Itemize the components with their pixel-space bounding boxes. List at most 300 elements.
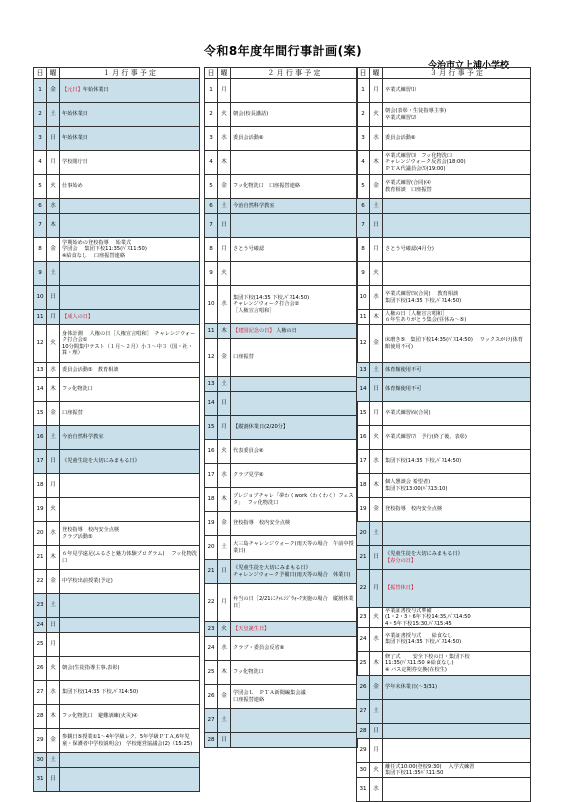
event-text: 離任式10:00(登校9:30) 入学式練習 集団下校11:35ﾊﾞｽ11:50 xyxy=(383,762,531,777)
weekday: 水 xyxy=(47,199,60,214)
table-row xyxy=(205,103,358,127)
weekday: 金 xyxy=(370,675,383,699)
day-number: 7 xyxy=(34,214,47,238)
weekday: 金 xyxy=(218,339,231,377)
weekday: 土 xyxy=(218,536,231,560)
weekday: 土 xyxy=(47,262,60,286)
event-text: 委員会活動⑥ xyxy=(383,127,531,151)
day-number: 26 xyxy=(34,657,47,681)
table-row xyxy=(357,777,531,801)
weekday: 木 xyxy=(370,151,383,175)
table-row xyxy=(357,723,531,738)
event-text: フッ化物洗口 避難訓練(火災)④ xyxy=(60,705,200,729)
event-text: 卒業式練習⑸(合同) 教育相談 集団下校(14:35 下校,ﾊﾞｽ14:50) xyxy=(383,286,531,310)
day-number: 6 xyxy=(34,199,47,214)
table-row xyxy=(357,546,531,570)
day-number: 15 xyxy=(205,416,218,440)
event-text xyxy=(60,262,200,286)
weekday: 水 xyxy=(218,286,231,324)
table-row xyxy=(357,762,531,777)
day-number: 25 xyxy=(34,633,47,657)
day-number: 4 xyxy=(357,151,370,175)
event-text: 卒業式練習⑺ 予行(終了後、表彰) xyxy=(383,426,531,450)
event-text: 床磨き⑤ 集団下校14:35(ﾊﾞｽ14:50) ワックスがけ(体育館使用不可) xyxy=(383,325,531,363)
day-header: 日 xyxy=(205,68,218,79)
weekday: 日 xyxy=(218,392,231,416)
day-number: 12 xyxy=(205,339,218,377)
weekday: 月 xyxy=(218,238,231,262)
day-number: 3 xyxy=(34,127,47,151)
event-text: 卒業式練習⑹(合同) xyxy=(383,402,531,426)
event-text: 今治自然科学教室 xyxy=(60,426,200,450)
event-text: 朝会(表彰・生徒指導主事) 卒業式練習⑵ xyxy=(383,103,531,127)
day-number: 23 xyxy=(357,608,370,628)
event-text: 卒業証書授与式準備 (1・2・3・6年下校14:35,ﾊﾞｽ14:50 4・5年下校15:30,ﾊﾞｽ15:45 xyxy=(383,608,531,628)
day-number: 16 xyxy=(205,440,218,464)
event-text: 口座振替 xyxy=(231,339,358,377)
event-text: クラブ見学⑥ xyxy=(231,464,358,488)
table-row xyxy=(34,633,200,657)
weekday: 月 xyxy=(47,633,60,657)
day-number: 23 xyxy=(205,622,218,637)
table-row xyxy=(34,199,200,214)
day-number: 19 xyxy=(34,498,47,522)
event-text xyxy=(383,199,531,214)
event-text: 卒業式練習⑶ フッ化物洗口 チャレンジウォーク反省会(18:00) ＰＴＡ代議員会⑸(19:00) xyxy=(383,151,531,175)
event-text: 【天皇誕生日】 xyxy=(231,622,358,637)
event-text xyxy=(383,522,531,546)
event-text: 大三島チャレンジウォーク(雨天等の場合 午前中授業日) xyxy=(231,536,358,560)
weekday: 金 xyxy=(47,238,60,262)
table-row xyxy=(357,127,531,151)
table-row xyxy=(34,426,200,450)
weekday: 日 xyxy=(47,286,60,310)
event-text: 口座振替 xyxy=(60,402,200,426)
day-number: 10 xyxy=(34,286,47,310)
table-row xyxy=(357,199,531,214)
weekday-header: 曜 xyxy=(218,68,231,79)
table-row xyxy=(34,151,200,175)
day-number: 8 xyxy=(205,238,218,262)
day-number: 2 xyxy=(34,103,47,127)
weekday: 日 xyxy=(370,214,383,238)
table-row xyxy=(34,729,200,753)
event-text: 集団下校(14:35 下校,ﾊﾞｽ14:50) xyxy=(60,681,200,705)
event-text: 学期始めの登校指導 始業式 学団会 集団下校11:35(ﾊﾞｽ11:50) ※給食なし 口座振替連絡 xyxy=(60,238,200,262)
march-table xyxy=(356,67,531,802)
event-text xyxy=(383,738,531,762)
day-number: 28 xyxy=(205,733,218,748)
day-number: 4 xyxy=(205,151,218,175)
event-text xyxy=(60,498,200,522)
table-row xyxy=(205,175,358,199)
day-number: 10 xyxy=(357,286,370,310)
january-schedule xyxy=(33,67,200,792)
weekday: 水 xyxy=(47,363,60,378)
event-text: 集団下校(14:35 下校,ﾊﾞｽ14:50) xyxy=(383,450,531,474)
weekday: 火 xyxy=(218,440,231,464)
table-row xyxy=(34,214,200,238)
weekday: 金 xyxy=(370,325,383,363)
day-number: 27 xyxy=(357,699,370,723)
day-number: 27 xyxy=(34,681,47,705)
table-row xyxy=(357,103,531,127)
weekday: 火 xyxy=(218,103,231,127)
weekday: 水 xyxy=(218,464,231,488)
day-number: 1 xyxy=(205,79,218,103)
table-row xyxy=(205,733,358,748)
event-text: さとう号確認 xyxy=(231,238,358,262)
event-text: 年始休業日 xyxy=(60,127,200,151)
weekday: 土 xyxy=(218,199,231,214)
day-number: 20 xyxy=(205,536,218,560)
event-text: 体育館使用不可 xyxy=(383,378,531,402)
day-number: 28 xyxy=(34,705,47,729)
weekday: 火 xyxy=(218,262,231,286)
weekday: 火 xyxy=(370,426,383,450)
day-number: 5 xyxy=(34,175,47,199)
weekday: 月 xyxy=(47,474,60,498)
event-text: 【縦割休業日(2/20分】 xyxy=(231,416,358,440)
table-row xyxy=(205,685,358,709)
weekday: 日 xyxy=(47,618,60,633)
weekday: 水 xyxy=(218,127,231,151)
weekday: 木 xyxy=(370,310,383,325)
event-text: フッ化物洗口 口座振替連絡 xyxy=(231,175,358,199)
day-number: 26 xyxy=(205,685,218,709)
table-row xyxy=(34,363,200,378)
event-text: 卒業式練習(合同)⑷ 教育相談 口座振替 xyxy=(383,175,531,199)
table-row xyxy=(205,488,358,512)
event-text xyxy=(60,286,200,310)
event-text: 体育館使用不可 xyxy=(383,363,531,378)
weekday: 火 xyxy=(370,608,383,628)
table-row xyxy=(357,608,531,628)
day-number: 30 xyxy=(357,762,370,777)
weekday: 水 xyxy=(370,450,383,474)
day-number: 7 xyxy=(205,214,218,238)
event-text: 登校指導 校内安全点検 クラブ活動⑤ xyxy=(60,522,200,546)
weekday: 木 xyxy=(47,705,60,729)
weekday: 火 xyxy=(47,175,60,199)
table-row xyxy=(205,127,358,151)
day-number: 18 xyxy=(34,474,47,498)
table-row xyxy=(357,151,531,175)
weekday: 木 xyxy=(47,546,60,570)
day-number: 31 xyxy=(34,768,47,792)
weekday: 月 xyxy=(218,584,231,622)
weekday-header: 曜 xyxy=(370,68,383,79)
event-text: フッ化物洗口 xyxy=(60,378,200,402)
school-name: 今治市立上浦小学校 xyxy=(427,61,509,71)
table-row xyxy=(357,378,531,402)
day-number: 10 xyxy=(205,286,218,324)
weekday: 月 xyxy=(370,570,383,608)
event-text: 朝会(生徒指導主事,表彰) xyxy=(60,657,200,681)
day-number: 18 xyxy=(205,488,218,512)
table-row xyxy=(34,522,200,546)
day-number: 20 xyxy=(34,522,47,546)
table-row xyxy=(34,103,200,127)
event-text xyxy=(383,214,531,238)
table-row xyxy=(34,657,200,681)
weekday: 月 xyxy=(218,416,231,440)
header-row xyxy=(205,68,358,79)
table-row xyxy=(357,450,531,474)
event-text xyxy=(60,633,200,657)
event-text xyxy=(231,79,358,103)
day-number: 9 xyxy=(34,262,47,286)
day-number: 5 xyxy=(357,175,370,199)
event-text xyxy=(60,753,200,768)
table-row xyxy=(34,175,200,199)
weekday: 水 xyxy=(47,522,60,546)
event-text: 委員会活動⑤ 教育相談 xyxy=(60,363,200,378)
table-row xyxy=(357,738,531,762)
weekday: 火 xyxy=(370,762,383,777)
event-text: 朝会(校長講話) xyxy=(231,103,358,127)
holiday-label: 【元日】 xyxy=(62,87,83,94)
event-text: 学年末休業日(～3/31) xyxy=(383,675,531,699)
table-row xyxy=(205,416,358,440)
table-row xyxy=(205,286,358,324)
event-text: フッ化物洗口 xyxy=(231,661,358,685)
day-number: 15 xyxy=(357,402,370,426)
table-row xyxy=(205,622,358,637)
table-row xyxy=(357,238,531,262)
table-row xyxy=(34,402,200,426)
weekday: 土 xyxy=(370,363,383,378)
weekday: 日 xyxy=(47,768,60,792)
table-row xyxy=(205,238,358,262)
weekday: 金 xyxy=(47,402,60,426)
day-header: 日 xyxy=(34,68,47,79)
weekday: 土 xyxy=(47,594,60,618)
day-number: 13 xyxy=(357,363,370,378)
weekday: 土 xyxy=(218,377,231,392)
day-number: 21 xyxy=(34,546,47,570)
event-text: 委員会活動⑥ xyxy=(231,127,358,151)
table-row xyxy=(205,464,358,488)
event-text: 参観日⑤授業①1～4年学級レク、5年学級ＰＴＡ,6年児童・保護者中学校説明会) 学校運営協議会(2)（15:25) xyxy=(60,729,200,753)
event-text: 学団会Ｌ ＰＴＡ新聞編集会議 口座振替連絡 xyxy=(231,685,358,709)
event-text: 年始休業日 xyxy=(60,103,200,127)
day-number: 20 xyxy=(357,522,370,546)
event-text: プレジョブチャレ「夢わくwork（わくわく）フェスタ」 フッ化物洗口 xyxy=(231,488,358,512)
weekday: 火 xyxy=(370,262,383,286)
table-row xyxy=(34,474,200,498)
event-text xyxy=(231,392,358,416)
table-row xyxy=(357,426,531,450)
event-text xyxy=(60,474,200,498)
weekday: 木 xyxy=(370,651,383,675)
weekday: 日 xyxy=(370,378,383,402)
day-number: 6 xyxy=(357,199,370,214)
holiday-label: 【春分の日】 xyxy=(385,557,417,564)
day-number: 23 xyxy=(34,594,47,618)
day-number: 13 xyxy=(205,377,218,392)
event-text: 中学校出前授業(予定) xyxy=(60,570,200,594)
day-number: 26 xyxy=(357,675,370,699)
weekday: 水 xyxy=(370,127,383,151)
table-row xyxy=(34,325,200,363)
day-number: 12 xyxy=(357,325,370,363)
weekday: 金 xyxy=(47,729,60,753)
table-row xyxy=(357,570,531,608)
header-row xyxy=(357,68,531,79)
weekday: 土 xyxy=(47,426,60,450)
event-text xyxy=(60,618,200,633)
weekday: 木 xyxy=(218,151,231,175)
weekday: 月 xyxy=(218,79,231,103)
day-number: 29 xyxy=(357,738,370,762)
day-number: 24 xyxy=(34,618,47,633)
day-number: 18 xyxy=(357,474,370,498)
event-text: 【成人の日】 xyxy=(60,310,200,325)
weekday: 水 xyxy=(218,637,231,661)
event-text: 個人懇談会 希望者) 集団下校13:00(ﾊﾞｽ13:10) xyxy=(383,474,531,498)
event-text: 登校指導 校内安全点検 xyxy=(383,498,531,522)
weekday: 月 xyxy=(370,238,383,262)
table-row xyxy=(357,286,531,310)
weekday: 金 xyxy=(218,512,231,536)
weekday: 火 xyxy=(47,657,60,681)
day-number: 14 xyxy=(205,392,218,416)
weekday: 土 xyxy=(47,753,60,768)
table-row xyxy=(357,474,531,498)
table-row xyxy=(205,324,358,339)
day-number: 2 xyxy=(205,103,218,127)
table-row xyxy=(34,450,200,474)
table-row xyxy=(205,392,358,416)
table-row xyxy=(205,199,358,214)
event-text: 卒業証書授与式 給食なし 集団下校(14:35 下校,ﾊﾞｽ14:50) xyxy=(383,627,531,651)
march-schedule xyxy=(356,67,531,802)
table-row xyxy=(357,363,531,378)
day-number: 24 xyxy=(357,627,370,651)
event-text: 集団下校(14:35 下校,ﾊﾞｽ14:50) チャレンジウォーク打合会② ［人権宣言唱和］ xyxy=(231,286,358,324)
weekday: 日 xyxy=(218,214,231,238)
table-row xyxy=(357,675,531,699)
table-row xyxy=(34,705,200,729)
table-row xyxy=(205,262,358,286)
table-row xyxy=(357,651,531,675)
day-number: 3 xyxy=(357,127,370,151)
weekday: 日 xyxy=(47,450,60,474)
table-row xyxy=(205,512,358,536)
table-row xyxy=(357,214,531,238)
day-header: 日 xyxy=(357,68,370,79)
table-row xyxy=(34,498,200,522)
event-text xyxy=(60,768,200,792)
day-number: 8 xyxy=(34,238,47,262)
weekday: 金 xyxy=(47,570,60,594)
day-number: 24 xyxy=(205,637,218,661)
event-text xyxy=(231,151,358,175)
event-text: 弁当の日［2/21にﾁｬﾚﾝｼﾞｳｫｰｸ実施の場合 縦割休業日］ xyxy=(231,584,358,622)
table-row xyxy=(205,377,358,392)
table-row xyxy=(357,310,531,325)
table-row xyxy=(205,661,358,685)
weekday: 金 xyxy=(370,175,383,199)
table-row xyxy=(34,238,200,262)
weekday: 金 xyxy=(218,685,231,709)
table-row xyxy=(357,498,531,522)
day-number: 3 xyxy=(205,127,218,151)
day-number: 27 xyxy=(205,709,218,733)
weekday: 土 xyxy=(370,199,383,214)
day-number: 28 xyxy=(357,723,370,738)
day-number: 5 xyxy=(205,175,218,199)
table-row xyxy=(34,286,200,310)
event-text xyxy=(383,262,531,286)
table-row xyxy=(34,681,200,705)
weekday: 日 xyxy=(370,723,383,738)
weekday: 土 xyxy=(370,699,383,723)
day-number: 1 xyxy=(357,79,370,103)
weekday: 火 xyxy=(218,622,231,637)
table-row xyxy=(34,570,200,594)
event-text: 【振替休日】 xyxy=(383,570,531,608)
table-row xyxy=(34,262,200,286)
february-table xyxy=(204,67,358,748)
table-row xyxy=(205,214,358,238)
day-number: 22 xyxy=(34,570,47,594)
weekday: 月 xyxy=(370,738,383,762)
event-text: 身体計測 人権の日［人権宣言唱和］ チャレンジウォーク打合会① 10分間集中テスト（１月～２月）小３～中３（国・社・算・理） xyxy=(60,325,200,363)
day-number: 25 xyxy=(205,661,218,685)
day-number: 21 xyxy=(205,560,218,584)
table-row xyxy=(34,546,200,570)
day-number: 19 xyxy=(357,498,370,522)
day-number: 17 xyxy=(34,450,47,474)
day-number: 9 xyxy=(357,262,370,286)
month-title: ２ 月 行 事 予 定 xyxy=(231,68,358,79)
event-text xyxy=(231,262,358,286)
weekday: 土 xyxy=(47,103,60,127)
weekday: 土 xyxy=(218,709,231,733)
weekday: 木 xyxy=(47,378,60,402)
table-row xyxy=(205,560,358,584)
day-number: 22 xyxy=(205,584,218,622)
event-text xyxy=(231,377,358,392)
day-number: 17 xyxy=(205,464,218,488)
event-text: ６年見学遠足(ふるさと魅力体験プログラム) フッ化物洗口 xyxy=(60,546,200,570)
day-number: 9 xyxy=(205,262,218,286)
event-text: 学校閉庁日 xyxy=(60,151,200,175)
february-schedule xyxy=(204,67,358,748)
weekday: 水 xyxy=(370,627,383,651)
page-title: 令和8年度年間行事計画(案) xyxy=(203,44,363,58)
table-row xyxy=(205,709,358,733)
table-row xyxy=(205,339,358,377)
day-number: 14 xyxy=(357,378,370,402)
weekday: 月 xyxy=(370,79,383,103)
table-row xyxy=(34,378,200,402)
event-text: クラブ・委員会反省⑥ xyxy=(231,637,358,661)
month-title: ３ 月 行 事 予 定 xyxy=(383,68,531,79)
weekday: 土 xyxy=(370,522,383,546)
table-row xyxy=(357,262,531,286)
weekday-header: 曜 xyxy=(47,68,60,79)
weekday: 木 xyxy=(218,661,231,685)
day-number: 11 xyxy=(357,310,370,325)
weekday: 日 xyxy=(218,733,231,748)
table-row xyxy=(205,79,358,103)
table-row xyxy=(34,310,200,325)
event-text: 仕事始め xyxy=(60,175,200,199)
table-row xyxy=(34,768,200,792)
